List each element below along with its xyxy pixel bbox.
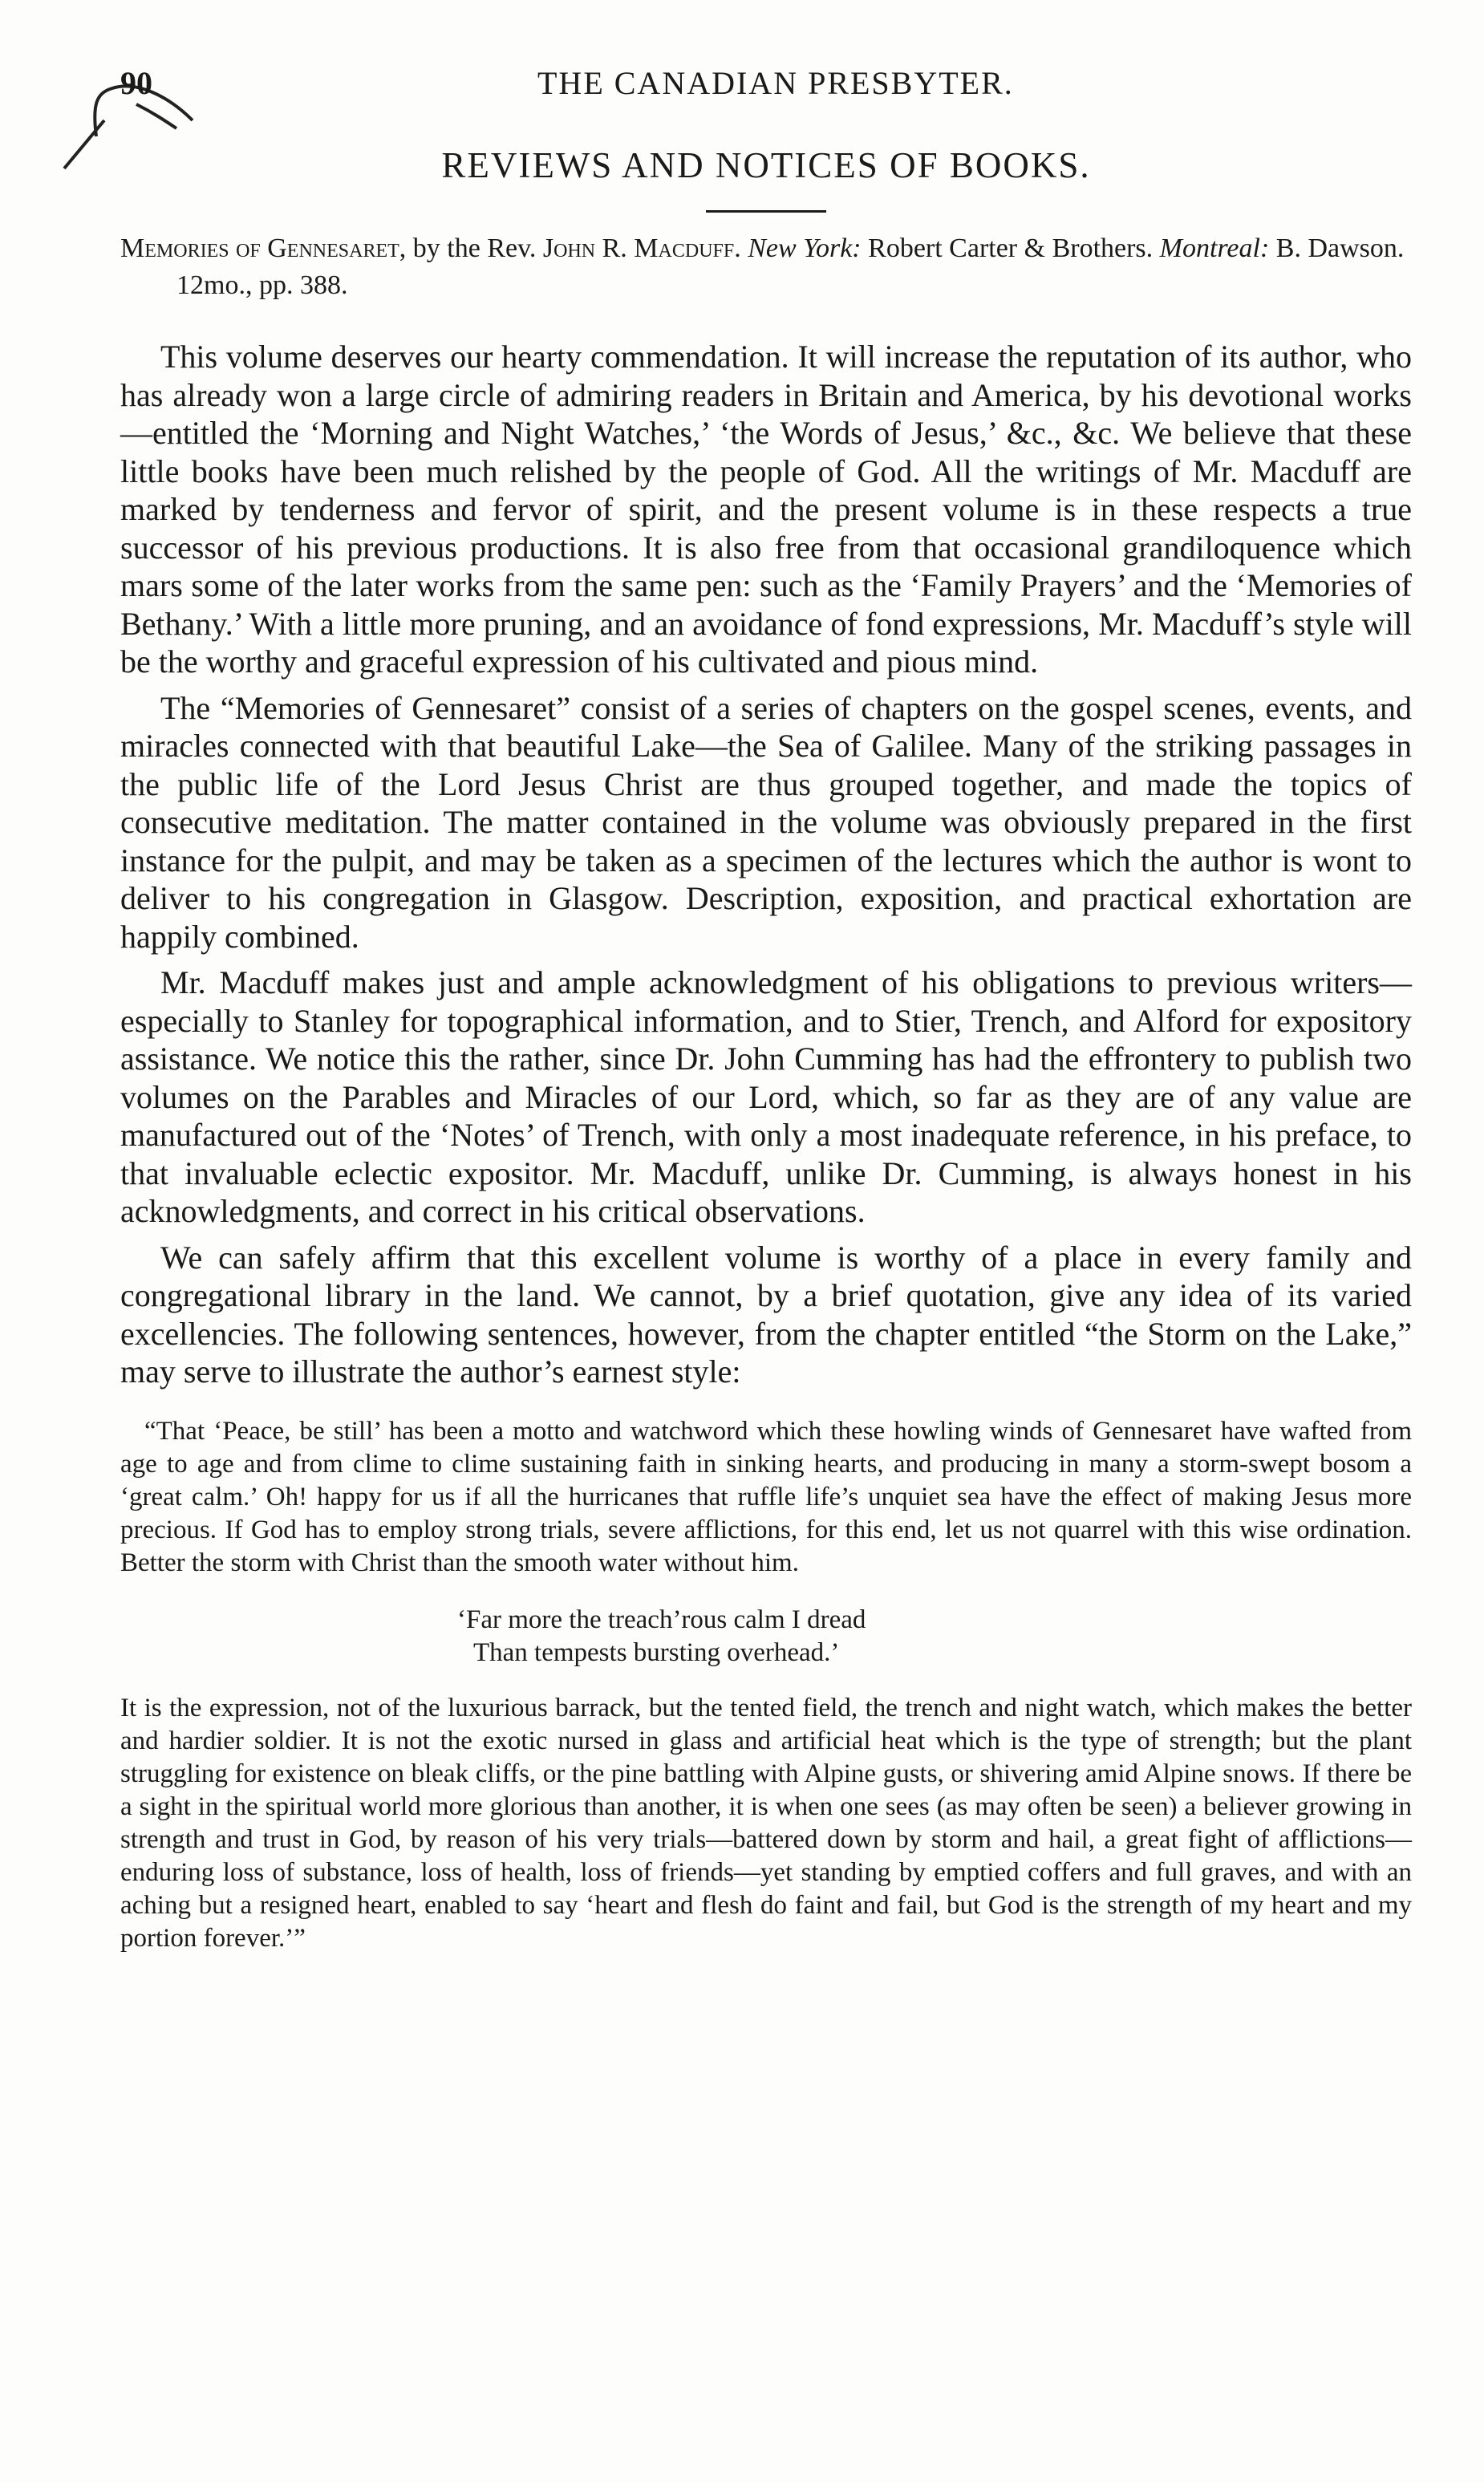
publisher-place-2: Montreal: [1159, 233, 1270, 263]
verse-couplet [457, 1604, 1412, 1670]
citation-by: by the Rev. [406, 233, 543, 263]
page [120, 64, 1412, 1955]
publisher-1: Robert Carter & Brothers. [861, 233, 1160, 263]
verse-line: Than tempests bursting overhead.’ [473, 1637, 840, 1667]
publisher-place-1: New York: [748, 233, 862, 263]
section-title: REVIEWS AND NOTICES OF BOOKS. [441, 145, 1091, 185]
book-author: John R. Macduff. [542, 233, 741, 263]
running-head [120, 64, 1412, 136]
quote-paragraph: It is the expression, not of the luxurious barrack, but the tented field, the trench and night watch, which makes the better and hardier soldier. It is not the exotic nursed in glass and artificial heat which is the type of strength; but the plant struggling for existence on bleak cliffs, or the pine battling with Alpine gusts, or shivering amid Alpine snows. If there be a sight in the spiritual world more glorious than another, it is when one sees (as may often be seen) a believer growing in strength and trust in God, by reason of his very trials—battered down by storm and hail, a great fight of afflictions—enduring loss of substance, loss of health, loss of friends—yet standing by emptied coffers and full graves, and with an aching but a resigned heart, enabled to say ‘heart and flesh do faint and fail, but God is the strength of my heart and my portion forever.’” [120, 1693, 1412, 1953]
publisher-2: B. Dawson. 12mo., pp. 388. [176, 233, 1405, 300]
review-paragraph: We can safely affirm that this excellent volume is worthy of a place in every family and congregational library in the land. We cannot, by a brief quotation, give any idea of its varied excellencies. The following sentences, however, from the chapter entitled “the Storm on the Lake,” may serve to illustrate the author’s earnest style: [120, 1239, 1412, 1390]
divider-rule [706, 210, 826, 213]
journal-title: THE CANADIAN PRESBYTER. [537, 65, 1014, 101]
review-paragraph: The “Memories of Gennesaret” consist of a series of chapters on the gospel scenes, events, and miracles connected with that beautiful Lake—the Sea of Galilee. Many of the striking passages in the public life of the Lord Jesus Christ are thus grouped together, and made the topics of consecutive meditation. The matter contained in the volume was obviously prepared in the first instance for the pulpit, and may be taken as a specimen of the lectures which the author is wont to deliver to his congregation in Glasgow. Description, exposition, and practical exhortation are happily combined. [120, 689, 1412, 955]
book-citation [120, 230, 1412, 304]
review-paragraph: This volume deserves our hearty commendation. It will increase the reputation of its author, who has already won a large circle of admiring readers in Britain and America, by his devotional works—entitled the ‘Morning and Night Watches,’ ‘the Words of Jesus,’ &c., &c. We believe that these little books have been much relished by the people of God. All the writings of Mr. Macduff are marked by tenderness and fervor of spirit, and the present volume is in these respects a true successor of his previous productions. It is also free from that occasional grandiloquence which mars some of the later works from the same pen: such as the ‘Family Prayers’ and the ‘Memories of Bethany.’ With a little more pruning, and an avoidance of fond expressions, Mr. Macduff’s style will be the worthy and graceful expression of his cultivated and pious mind. [120, 339, 1412, 680]
review-paragraph: Mr. Macduff makes just and ample acknowledgment of his obligations to previous writers—especially to Stanley for topographical information, and to Stier, Trench, and Alford for expository assistance. We notice this the rather, since Dr. John Cumming has had the effrontery to publish two volumes on the Parables and Miracles of our Lord, which, so far as they are of any value are manufactured out of the ‘Notes’ of Trench, with only a most inadequate reference, in his preface, to that invaluable eclectic expositor. Mr. Macduff, unlike Dr. Cumming, is always honest in his acknowledgments, and correct in his critical observations. [120, 964, 1412, 1229]
quote-paragraph: “That ‘Peace, be still’ has been a motto and watchword which these howling winds of Gennesaret have wafted from age to age and from clime to clime sustaining faith in sinking hearts, and producing in many a storm-swept bosom a ‘great calm.’ Oh! happy for us if all the hurricanes that ruffle life’s unquiet sea have the effect of making Jesus more precious. If God has to employ strong trials, severe afflictions, for this end, let us not quarrel with this wise ordination. Better the storm with Christ than the smooth water without him. [120, 1416, 1412, 1577]
verse-line: ‘Far more the treach’rous calm I dread [457, 1605, 866, 1634]
block-quotation [120, 1415, 1412, 1955]
book-title: Memories of Gennesaret, [120, 233, 407, 263]
page-number: 90 [120, 65, 152, 101]
